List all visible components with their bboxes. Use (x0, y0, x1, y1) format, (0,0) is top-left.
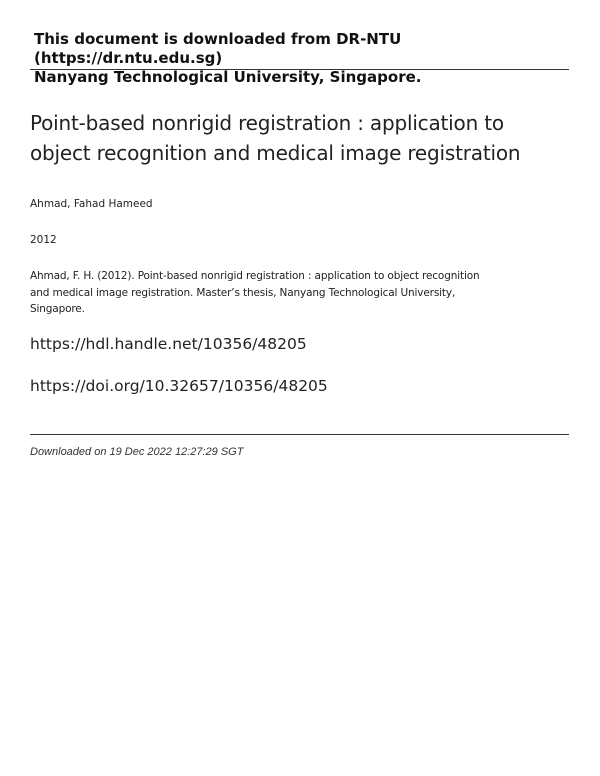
download-timestamp: Downloaded on 19 Dec 2022 12:27:29 SGT (30, 446, 244, 458)
title-line-1: Point‑based nonrigid registration : application to (30, 111, 504, 135)
citation-text (30, 268, 500, 318)
citation-line-3: Singapore. (30, 303, 85, 315)
repository-header (34, 30, 570, 87)
header-line-institution: Nanyang Technological University, Singapore. (34, 68, 422, 86)
publication-year: 2012 (30, 234, 57, 246)
title-line-2: object recognition and medical image registration (30, 141, 521, 165)
handle-link[interactable]: https://hdl.handle.net/10356/48205 (30, 335, 307, 353)
author-name: Ahmad, Fahad Hameed (30, 198, 153, 210)
doi-link[interactable]: https://doi.org/10.32657/10356/48205 (30, 377, 328, 395)
citation-line-1: Ahmad, F. H. (2012). Point‑based nonrigid registration : application to object recognition (30, 270, 480, 282)
footer-divider (30, 434, 569, 435)
document-title (30, 108, 550, 168)
citation-line-2: and medical image registration. Master’s thesis, Nanyang Technological University, (30, 286, 456, 299)
header-line-source: This document is downloaded from DR‑NTU (https://dr.ntu.edu.sg) (34, 30, 402, 67)
header-divider (30, 69, 569, 70)
